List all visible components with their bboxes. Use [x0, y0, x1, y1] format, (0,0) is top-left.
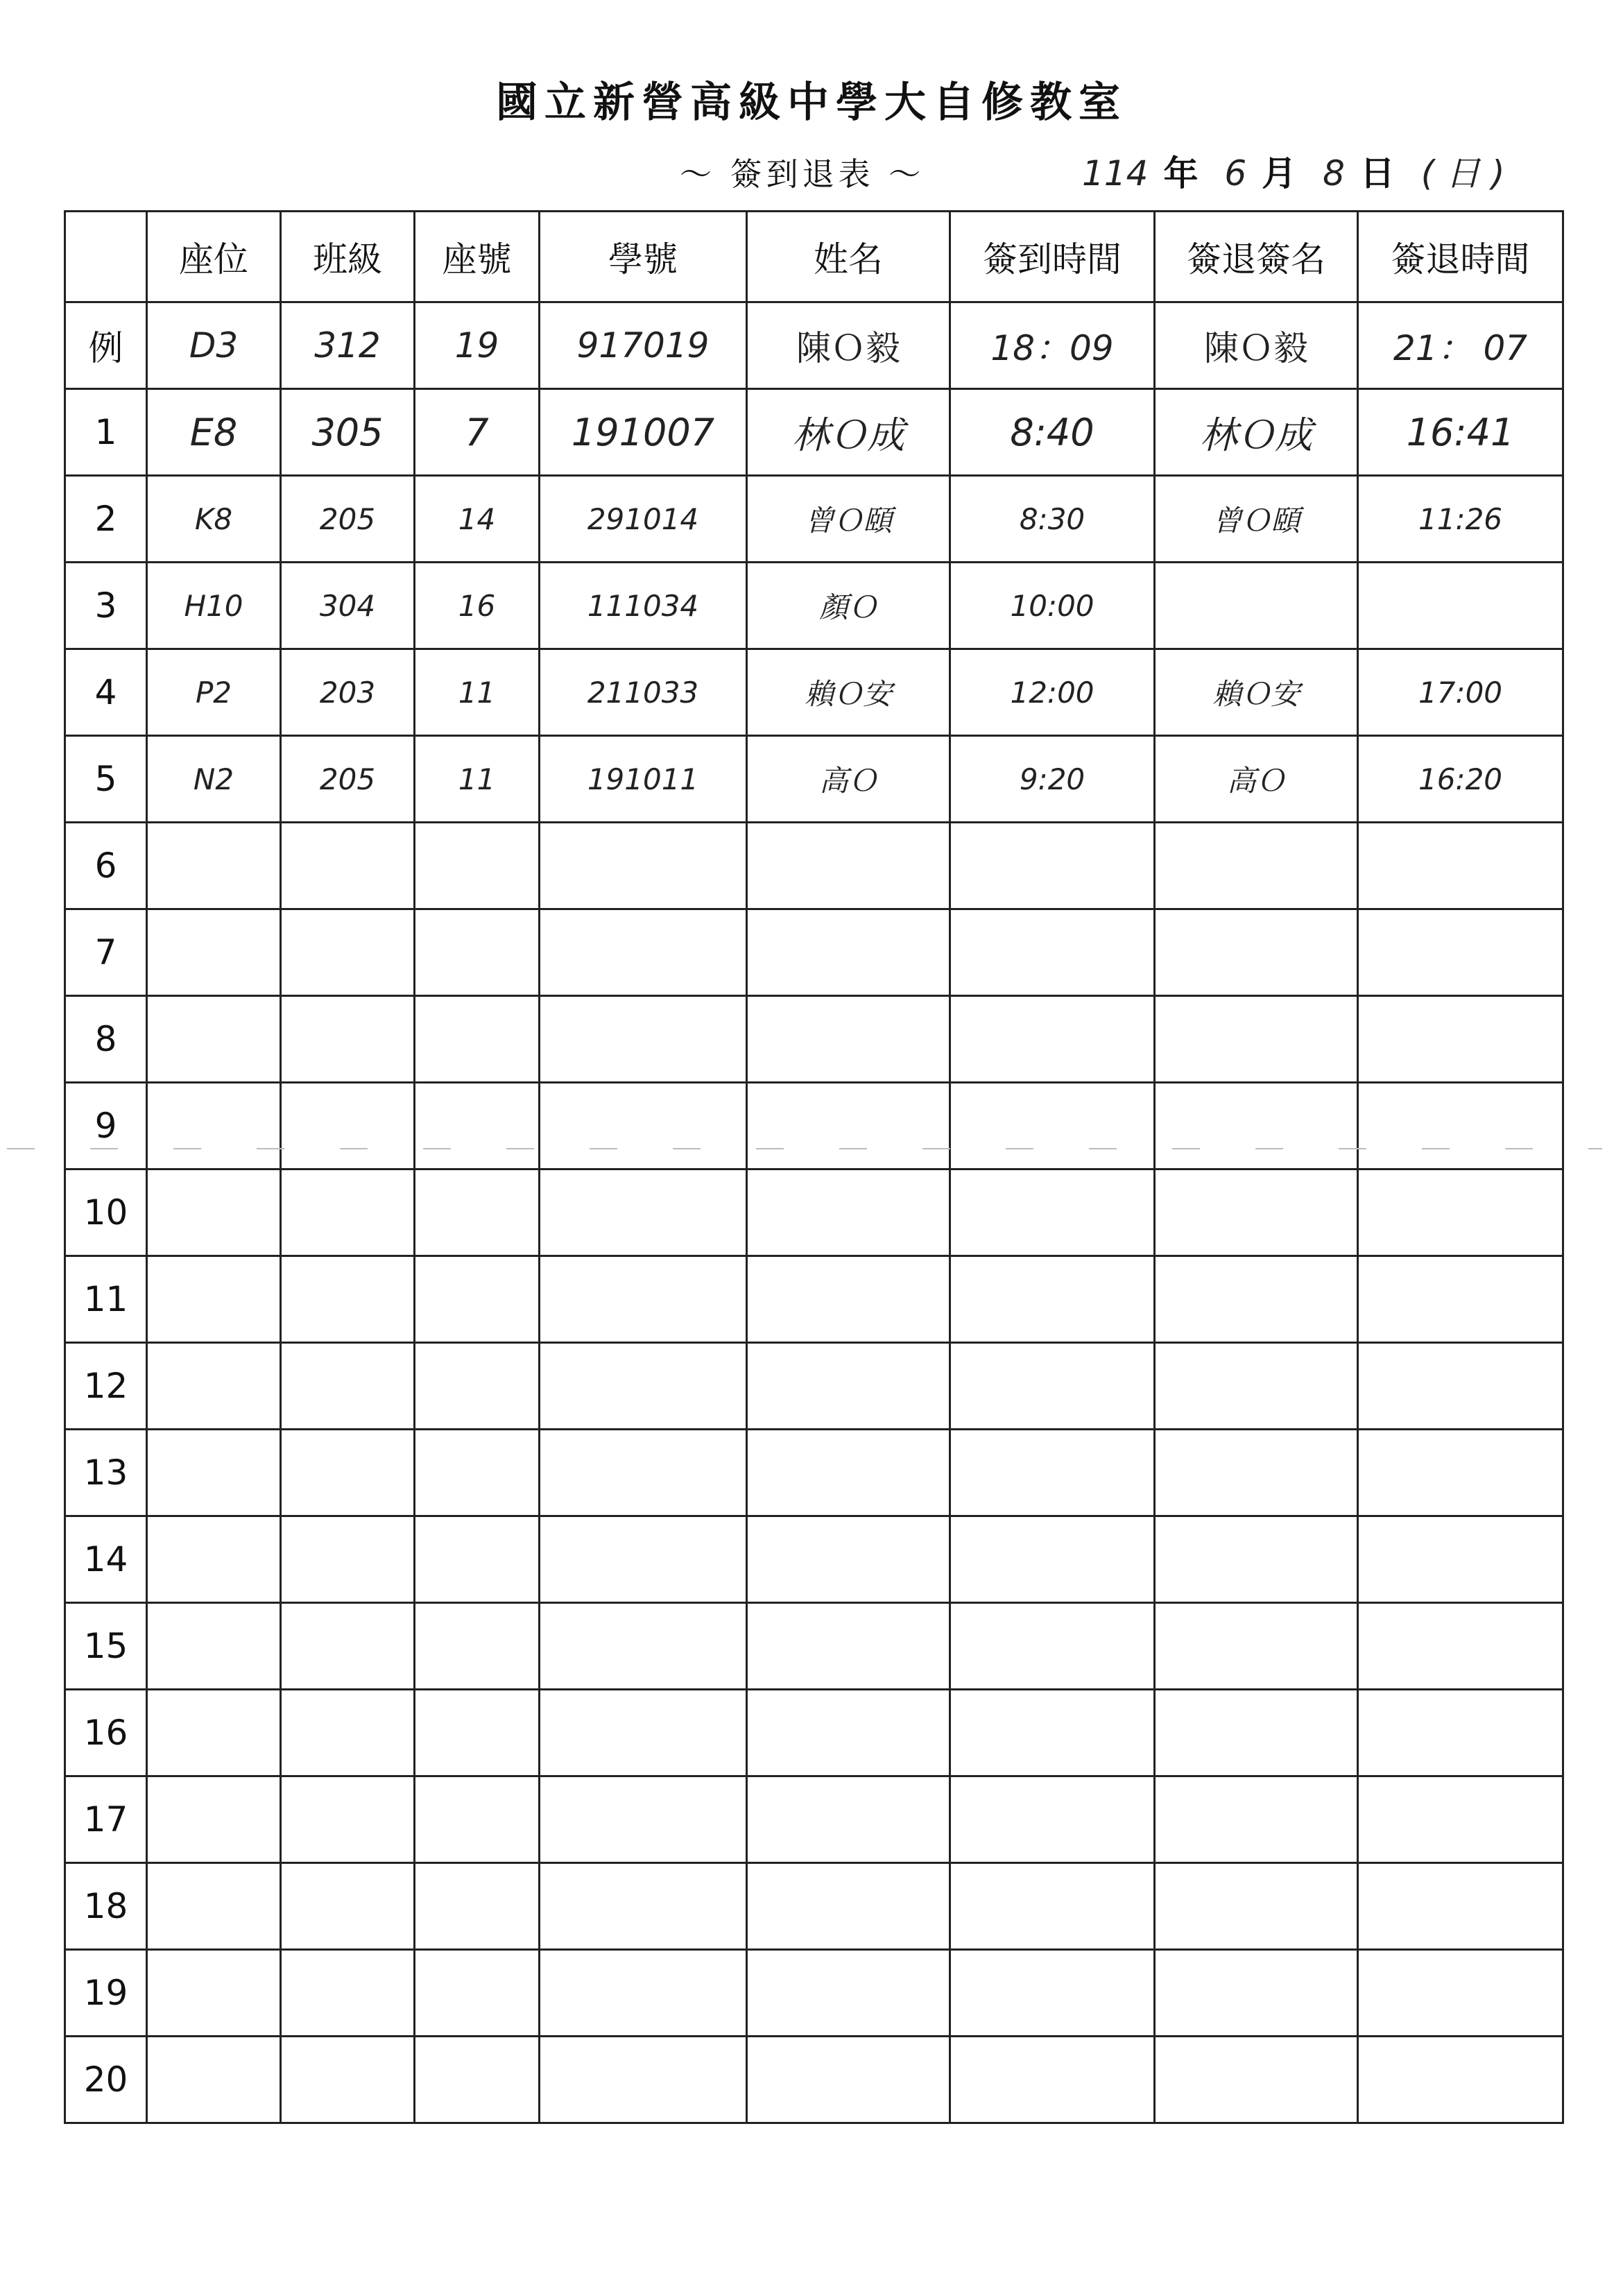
table-row	[65, 563, 1563, 649]
column-header-student-id: 學號	[540, 212, 747, 302]
cell-sign-in-time[interactable]: 9:20	[950, 736, 1155, 823]
cell-sign-in-time[interactable]: 12:00	[950, 649, 1155, 736]
example-cell-sign-out-signature: 陳Ｏ毅	[1155, 302, 1358, 389]
table-row	[65, 823, 1563, 909]
column-header-seat-number: 座號	[415, 212, 540, 302]
column-header-sign-in-time: 簽到時間	[950, 212, 1155, 302]
row-number: 12	[65, 1343, 147, 1430]
cell-sign-in-time[interactable]	[950, 1603, 1155, 1690]
cell-name[interactable]: 曾Ｏ頤	[747, 476, 950, 563]
date-month-label: 月	[1262, 153, 1297, 194]
cell-student-id[interactable]	[540, 1170, 747, 1256]
cell-class[interactable]	[281, 1863, 415, 1950]
cell-seat[interactable]	[147, 1690, 281, 1776]
cell-sign-out-time[interactable]	[1358, 1170, 1563, 1256]
cell-sign-out-time[interactable]	[1358, 1430, 1563, 1516]
row-number: 1	[65, 389, 147, 476]
cell-seat[interactable]: P2	[147, 649, 281, 736]
cell-class[interactable]	[281, 1603, 415, 1690]
cell-seat[interactable]: N2	[147, 736, 281, 823]
cell-student-id[interactable]: 111034	[540, 563, 747, 649]
cell-sign-out-time[interactable]: 17:00	[1358, 649, 1563, 736]
cell-seat[interactable]	[147, 1083, 281, 1170]
row-number: 8	[65, 996, 147, 1083]
cell-sign-out-signature[interactable]	[1155, 1863, 1358, 1950]
cell-seat[interactable]	[147, 1170, 281, 1256]
cell-sign-in-time[interactable]	[950, 1516, 1155, 1603]
cell-name[interactable]	[747, 1256, 950, 1343]
cell-sign-out-signature[interactable]	[1155, 996, 1358, 1083]
cell-sign-out-signature[interactable]	[1155, 823, 1358, 909]
column-header-sign-out-time: 簽退時間	[1358, 212, 1563, 302]
cell-class[interactable]	[281, 1343, 415, 1430]
cell-sign-in-time[interactable]	[950, 1083, 1155, 1170]
cell-student-id[interactable]: 291014	[540, 476, 747, 563]
table-row	[65, 909, 1563, 996]
cell-seat-number[interactable]: 14	[415, 476, 540, 563]
cell-student-id[interactable]	[540, 1690, 747, 1776]
date-month: 6	[1224, 153, 1247, 194]
cell-seat-number[interactable]: 11	[415, 736, 540, 823]
cell-name[interactable]	[747, 1603, 950, 1690]
row-number: 5	[65, 736, 147, 823]
cell-sign-out-signature[interactable]: 林Ｏ成	[1155, 389, 1358, 476]
cell-seat-number[interactable]	[415, 1516, 540, 1603]
cell-class[interactable]	[281, 1950, 415, 2037]
cell-seat-number[interactable]: 7	[415, 389, 540, 476]
row-number: 10	[65, 1170, 147, 1256]
cell-seat-number[interactable]	[415, 1343, 540, 1430]
cell-sign-out-time[interactable]	[1358, 2037, 1563, 2123]
cell-seat[interactable]: E8	[147, 389, 281, 476]
row-number: 13	[65, 1430, 147, 1516]
cell-name[interactable]: 顏Ｏ	[747, 563, 950, 649]
cell-sign-out-time[interactable]	[1358, 1516, 1563, 1603]
cell-sign-out-time[interactable]	[1358, 1690, 1563, 1776]
cell-name[interactable]	[747, 1170, 950, 1256]
cell-sign-out-signature[interactable]	[1155, 1690, 1358, 1776]
cell-sign-in-time[interactable]	[950, 1430, 1155, 1516]
cell-class[interactable]	[281, 1083, 415, 1170]
cell-name[interactable]	[747, 1083, 950, 1170]
cell-student-id[interactable]: 191007	[540, 389, 747, 476]
cell-student-id[interactable]	[540, 1863, 747, 1950]
date-weekday: ( 日 )	[1420, 153, 1505, 194]
cell-student-id[interactable]	[540, 1603, 747, 1690]
example-cell-name: 陳Ｏ毅	[747, 302, 950, 389]
example-row	[65, 302, 1563, 389]
example-cell-seat: D3	[147, 302, 281, 389]
cell-class[interactable]	[281, 1690, 415, 1776]
cell-seat[interactable]	[147, 1256, 281, 1343]
cell-sign-in-time[interactable]: 8:40	[950, 389, 1155, 476]
column-header-name: 姓名	[747, 212, 950, 302]
cell-class[interactable]	[281, 1516, 415, 1603]
cell-student-id[interactable]	[540, 823, 747, 909]
cell-name[interactable]	[747, 909, 950, 996]
cell-class[interactable]	[281, 1776, 415, 1863]
cell-seat[interactable]	[147, 1343, 281, 1430]
cell-class[interactable]	[281, 996, 415, 1083]
cell-student-id[interactable]	[540, 1430, 747, 1516]
row-number: 11	[65, 1256, 147, 1343]
cell-seat-number[interactable]	[415, 1170, 540, 1256]
date-day-label: 日	[1359, 153, 1395, 194]
cell-sign-out-time[interactable]	[1358, 1603, 1563, 1690]
cell-seat-number[interactable]	[415, 1950, 540, 2037]
example-cell-seat-number: 19	[415, 302, 540, 389]
example-cell-row-number: 例	[65, 302, 147, 389]
row-number: 20	[65, 2037, 147, 2123]
cell-sign-in-time[interactable]: 10:00	[950, 563, 1155, 649]
cell-name[interactable]	[747, 996, 950, 1083]
cell-seat[interactable]	[147, 1950, 281, 2037]
cell-seat-number[interactable]	[415, 909, 540, 996]
cell-name[interactable]	[747, 1430, 950, 1516]
sign-in-table	[64, 210, 1564, 2124]
cell-seat-number[interactable]: 11	[415, 649, 540, 736]
row-number: 16	[65, 1690, 147, 1776]
example-cell-student-id: 917019	[540, 302, 747, 389]
example-cell-sign-out-time: 21： 07	[1358, 302, 1563, 389]
cell-sign-out-time[interactable]	[1358, 1256, 1563, 1343]
table-row	[65, 1343, 1563, 1430]
cell-sign-in-time[interactable]	[950, 1776, 1155, 1863]
cell-student-id[interactable]	[540, 2037, 747, 2123]
cell-sign-out-signature[interactable]	[1155, 1256, 1358, 1343]
table-row	[65, 2037, 1563, 2123]
cell-sign-out-signature[interactable]	[1155, 1430, 1358, 1516]
date-day: 8	[1323, 153, 1345, 194]
cell-name[interactable]	[747, 1690, 950, 1776]
cell-sign-out-signature[interactable]	[1155, 1776, 1358, 1863]
table-row	[65, 1430, 1563, 1516]
cell-sign-in-time[interactable]	[950, 1690, 1155, 1776]
cell-seat-number[interactable]	[415, 1603, 540, 1690]
cell-sign-out-time[interactable]: 16:41	[1358, 389, 1563, 476]
cell-sign-out-time[interactable]	[1358, 1083, 1563, 1170]
table-row	[65, 1256, 1563, 1343]
cell-student-id[interactable]	[540, 1776, 747, 1863]
row-number: 18	[65, 1863, 147, 1950]
row-number: 6	[65, 823, 147, 909]
row-number: 3	[65, 563, 147, 649]
column-header-seat: 座位	[147, 212, 281, 302]
cell-sign-out-signature[interactable]: 曾Ｏ頤	[1155, 476, 1358, 563]
cell-sign-out-time[interactable]	[1358, 1950, 1563, 2037]
cell-sign-out-time[interactable]	[1358, 823, 1563, 909]
table-row	[65, 1516, 1563, 1603]
cell-sign-out-time[interactable]	[1358, 563, 1563, 649]
cell-class[interactable]	[281, 2037, 415, 2123]
cell-seat[interactable]	[147, 996, 281, 1083]
page-title: 國立新營高級中學大自修教室	[496, 78, 1127, 127]
cell-class[interactable]: 203	[281, 649, 415, 736]
cell-student-id[interactable]	[540, 1343, 747, 1430]
cell-sign-in-time[interactable]: 8:30	[950, 476, 1155, 563]
cell-name[interactable]	[747, 1950, 950, 2037]
cell-student-id[interactable]	[540, 1950, 747, 2037]
table-row	[65, 1863, 1563, 1950]
row-number: 15	[65, 1603, 147, 1690]
cell-sign-in-time[interactable]	[950, 1343, 1155, 1430]
cell-seat-number[interactable]	[415, 1256, 540, 1343]
cell-seat-number[interactable]	[415, 1776, 540, 1863]
cell-class[interactable]: 205	[281, 736, 415, 823]
cell-sign-out-signature[interactable]	[1155, 1083, 1358, 1170]
cell-seat[interactable]	[147, 1776, 281, 1863]
cell-seat-number[interactable]	[415, 2037, 540, 2123]
table-row	[65, 649, 1563, 736]
cell-seat[interactable]	[147, 823, 281, 909]
cell-seat[interactable]	[147, 909, 281, 996]
cell-sign-in-time[interactable]	[950, 1950, 1155, 2037]
table-row	[65, 1776, 1563, 1863]
row-number: 19	[65, 1950, 147, 2037]
cell-class[interactable]	[281, 1170, 415, 1256]
cell-class[interactable]	[281, 909, 415, 996]
cell-seat[interactable]	[147, 1863, 281, 1950]
cell-sign-in-time[interactable]	[950, 996, 1155, 1083]
cell-student-id[interactable]	[540, 1256, 747, 1343]
table-row	[65, 1690, 1563, 1776]
table-row	[65, 996, 1563, 1083]
row-number: 7	[65, 909, 147, 996]
cell-sign-out-time[interactable]: 11:26	[1358, 476, 1563, 563]
row-number: 2	[65, 476, 147, 563]
cell-seat[interactable]	[147, 1430, 281, 1516]
cell-name[interactable]	[747, 1776, 950, 1863]
cell-seat-number[interactable]	[415, 1430, 540, 1516]
cell-name[interactable]	[747, 1516, 950, 1603]
cell-seat-number[interactable]: 16	[415, 563, 540, 649]
cell-sign-out-signature[interactable]	[1155, 1950, 1358, 2037]
table-row	[65, 1170, 1563, 1256]
cell-student-id[interactable]	[540, 909, 747, 996]
date-year: 114	[1082, 153, 1149, 194]
cell-sign-out-time[interactable]	[1358, 996, 1563, 1083]
cell-seat-number[interactable]	[415, 996, 540, 1083]
cell-sign-out-signature[interactable]: 高Ｏ	[1155, 736, 1358, 823]
cell-sign-out-signature[interactable]	[1155, 2037, 1358, 2123]
cell-seat[interactable]	[147, 2037, 281, 2123]
row-number: 17	[65, 1776, 147, 1863]
cell-name[interactable]	[747, 1343, 950, 1430]
column-header-class: 班級	[281, 212, 415, 302]
table-row	[65, 736, 1563, 823]
cell-student-id[interactable]	[540, 1083, 747, 1170]
cell-sign-out-signature[interactable]	[1155, 1603, 1358, 1690]
table-row	[65, 389, 1563, 476]
example-cell-sign-in-time: 18：09	[950, 302, 1155, 389]
cell-sign-out-signature[interactable]	[1155, 1343, 1358, 1430]
cell-seat[interactable]: H10	[147, 563, 281, 649]
scan-artifact-line	[7, 1148, 1602, 1149]
cell-sign-in-time[interactable]	[950, 909, 1155, 996]
cell-sign-out-signature[interactable]	[1155, 563, 1358, 649]
cell-seat-number[interactable]	[415, 1863, 540, 1950]
cell-student-id[interactable]	[540, 1516, 747, 1603]
column-header-sign-out-signature: 簽退簽名	[1155, 212, 1358, 302]
table-row	[65, 476, 1563, 563]
cell-student-id[interactable]	[540, 996, 747, 1083]
cell-class[interactable]	[281, 1430, 415, 1516]
cell-name[interactable]	[747, 823, 950, 909]
cell-seat[interactable]	[147, 1603, 281, 1690]
cell-sign-in-time[interactable]	[950, 1170, 1155, 1256]
cell-class[interactable]: 304	[281, 563, 415, 649]
cell-sign-in-time[interactable]	[950, 2037, 1155, 2123]
cell-sign-out-time[interactable]	[1358, 1776, 1563, 1863]
cell-class[interactable]: 205	[281, 476, 415, 563]
cell-name[interactable]: 高Ｏ	[747, 736, 950, 823]
row-number: 9	[65, 1083, 147, 1170]
cell-seat[interactable]: K8	[147, 476, 281, 563]
cell-seat-number[interactable]	[415, 823, 540, 909]
cell-class[interactable]	[281, 1256, 415, 1343]
cell-sign-in-time[interactable]	[950, 1256, 1155, 1343]
cell-name[interactable]	[747, 1863, 950, 1950]
cell-class[interactable]	[281, 823, 415, 909]
row-number: 4	[65, 649, 147, 736]
cell-student-id[interactable]: 191011	[540, 736, 747, 823]
column-header-row-number	[65, 212, 147, 302]
cell-sign-in-time[interactable]	[950, 1863, 1155, 1950]
date-year-label: 年	[1163, 153, 1199, 194]
cell-sign-in-time[interactable]	[950, 823, 1155, 909]
table-row	[65, 1083, 1563, 1170]
row-number: 14	[65, 1516, 147, 1603]
example-cell-class: 312	[281, 302, 415, 389]
cell-student-id[interactable]: 211033	[540, 649, 747, 736]
table-row	[65, 1603, 1563, 1690]
cell-name[interactable]: 賴Ｏ安	[747, 649, 950, 736]
cell-name[interactable]	[747, 2037, 950, 2123]
cell-seat[interactable]	[147, 1516, 281, 1603]
cell-sign-out-time[interactable]	[1358, 909, 1563, 996]
cell-sign-out-signature[interactable]	[1155, 1516, 1358, 1603]
table-body	[65, 302, 1563, 2123]
header-row	[65, 212, 1563, 302]
cell-sign-out-signature[interactable]	[1155, 909, 1358, 996]
table-row	[65, 1950, 1563, 2037]
cell-sign-out-signature[interactable]: 賴Ｏ安	[1155, 649, 1358, 736]
date-line	[1082, 146, 1520, 196]
cell-sign-out-time[interactable]: 16:20	[1358, 736, 1563, 823]
cell-seat-number[interactable]	[415, 1083, 540, 1170]
cell-sign-out-time[interactable]	[1358, 1343, 1563, 1430]
cell-sign-out-time[interactable]	[1358, 1863, 1563, 1950]
cell-seat-number[interactable]	[415, 1690, 540, 1776]
cell-class[interactable]: 305	[281, 389, 415, 476]
cell-name[interactable]: 林Ｏ成	[747, 389, 950, 476]
cell-sign-out-signature[interactable]	[1155, 1170, 1358, 1256]
page-subtitle: ～ 簽到退表 ～	[680, 155, 925, 193]
